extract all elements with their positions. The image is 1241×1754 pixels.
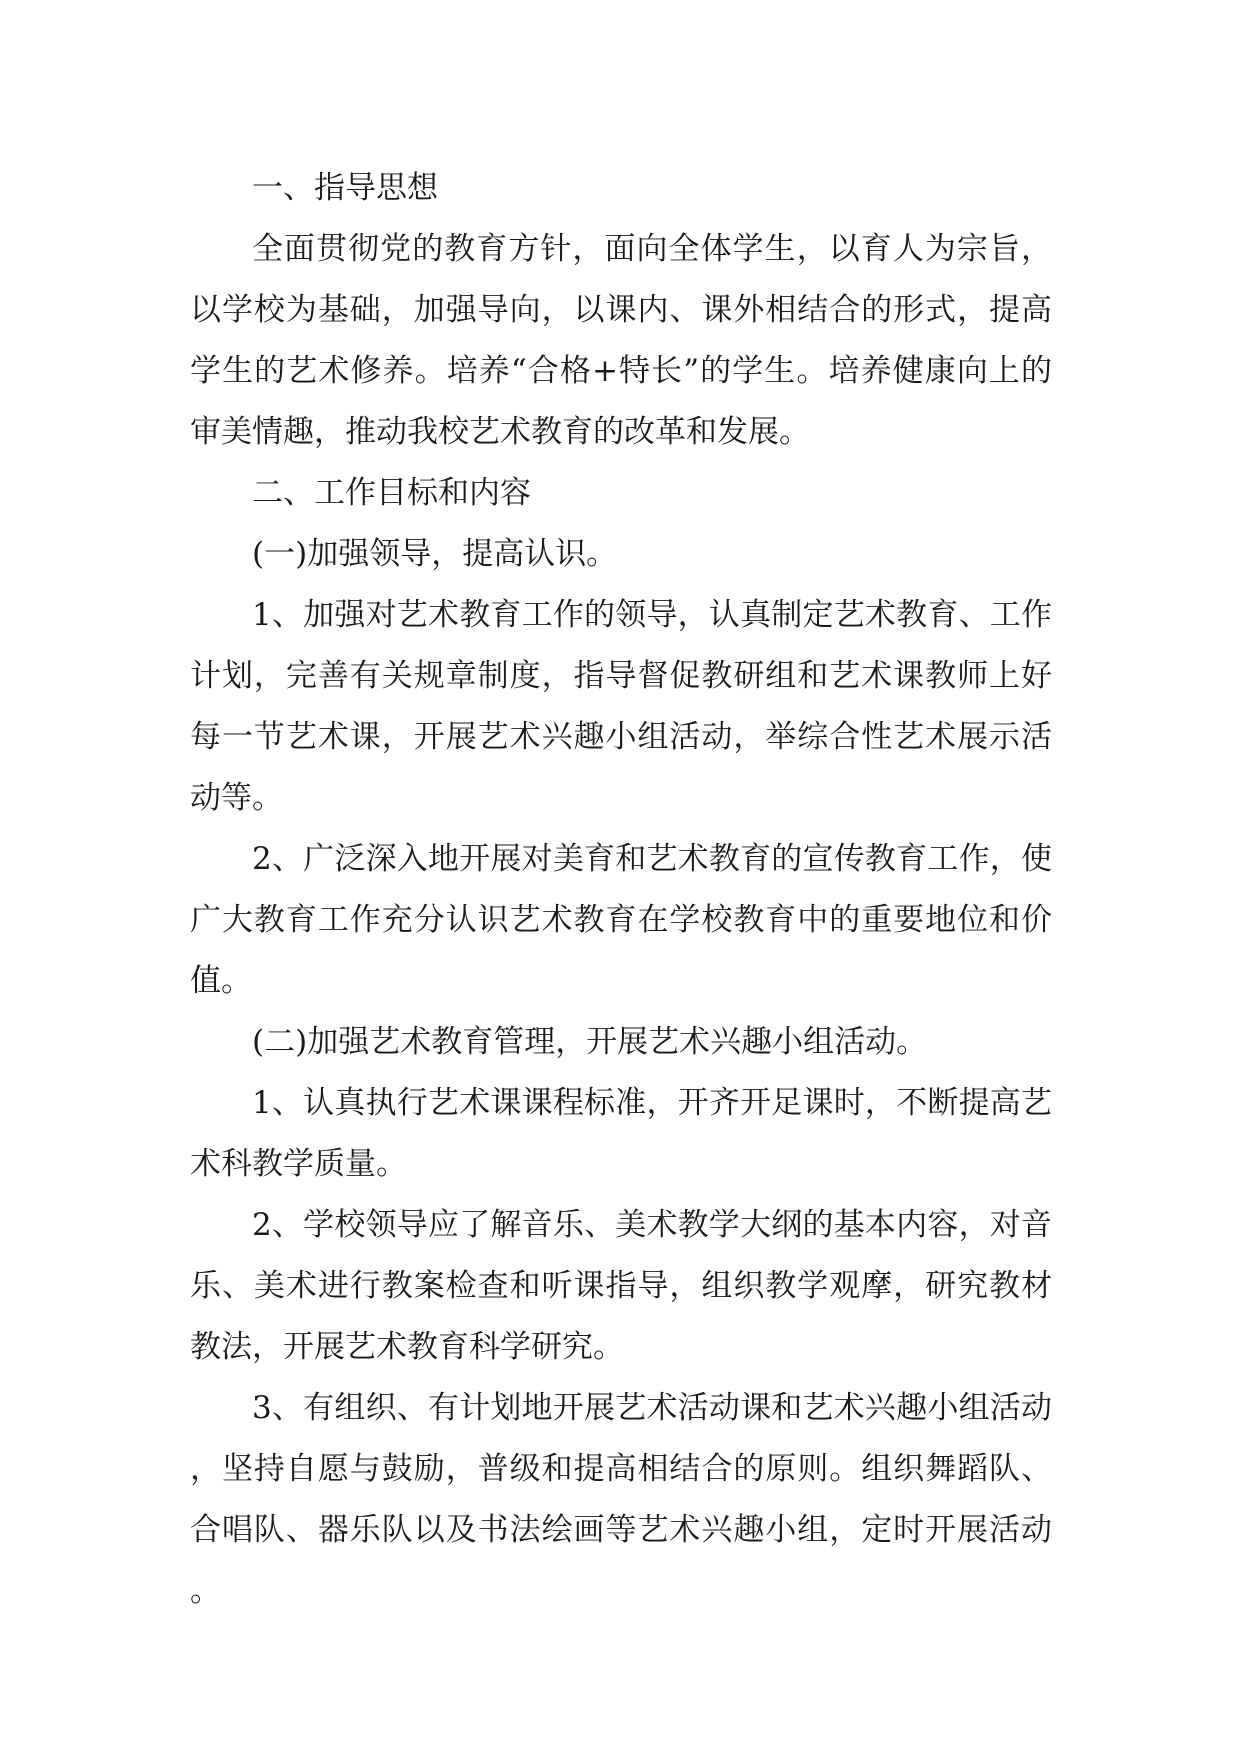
paragraph-leadership-item-2: 2、广泛深入地开展对美育和艺术教育的宣传教育工作，使广大教育工作充分认识艺术教育在学校教育中的重要地位和价值。 xyxy=(190,841,1052,999)
paragraph-management-item-1: 1、认真执行艺术课课程标准，开齐开足课时，不断提高艺术科教学质量。 xyxy=(190,1085,1052,1182)
paragraph-management-item-2: 2、学校领导应了解音乐、美术教学大纲的基本内容，对音乐、美术进行教案检查和听课指导，组织教学观摩，研究教材教法，开展艺术教育科学研究。 xyxy=(190,1207,1052,1365)
paragraph-management-item-3: 3、有组织、有计划地开展艺术活动课和艺术兴趣小组活动，坚持自愿与鼓励，普级和提高相结合的原则。组织舞蹈队、合唱队、器乐队以及书法绘画等艺术兴趣小组，定时开展活动。 xyxy=(190,1390,1052,1609)
document-body xyxy=(190,158,1052,1622)
subheading-strengthen-management: (二)加强艺术教育管理，开展艺术兴趣小组活动。 xyxy=(252,1024,928,1060)
paragraph-guiding-ideology: 全面贯彻党的教育方针，面向全体学生，以育人为宗旨，以学校为基础，加强导向，以课内、课外相结合的形式，提高学生的艺术修养。培养“合格+特长”的学生。培养健康向上的审美情趣，推动我校艺术教育的改革和发展。 xyxy=(190,231,1052,450)
heading-goals-and-content: 二、工作目标和内容 xyxy=(252,475,531,511)
subheading-strengthen-leadership: (一)加强领导，提高认识。 xyxy=(252,536,618,572)
paragraph-leadership-item-1: 1、加强对艺术教育工作的领导，认真制定艺术教育、工作计划，完善有关规章制度，指导督促教研组和艺术课教师上好每一节艺术课，开展艺术兴趣小组活动，举综合性艺术展示活动等。 xyxy=(190,597,1052,816)
heading-guiding-ideology: 一、指导思想 xyxy=(252,170,438,206)
